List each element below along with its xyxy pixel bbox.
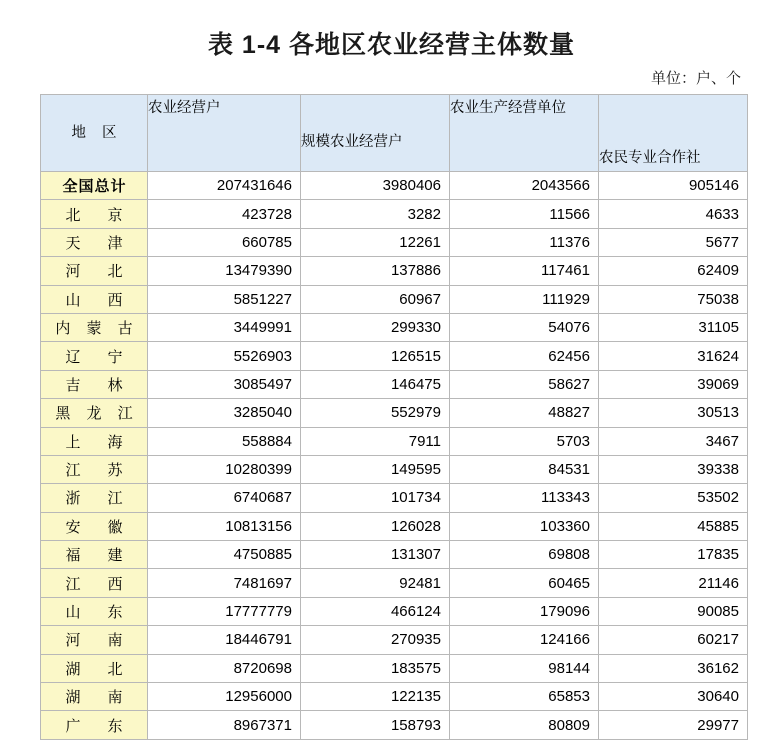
table-cell-region: 黑 龙 江 — [41, 399, 148, 427]
table-row — [41, 257, 748, 285]
page-title: 表 1-4 各地区农业经营主体数量 — [207, 31, 576, 59]
table-cell-value: 11376 — [450, 228, 599, 256]
table-cell-value: 3285040 — [148, 399, 301, 427]
table-row — [41, 512, 748, 540]
column-header-region: 地 区 — [41, 95, 148, 172]
table-row — [41, 285, 748, 313]
agriculture-entities-table — [40, 94, 748, 740]
table-row — [41, 683, 748, 711]
table-cell-region: 上 海 — [41, 427, 148, 455]
table-cell-value: 69808 — [450, 541, 599, 569]
table-cell-region: 河 北 — [41, 257, 148, 285]
table-cell-value: 36162 — [599, 654, 748, 682]
table-cell-region: 湖 南 — [41, 683, 148, 711]
table-cell-value: 90085 — [599, 597, 748, 625]
table-cell-value: 137886 — [301, 257, 450, 285]
column-header-farm-households: 农业经营户 — [148, 95, 301, 172]
table-cell-value: 62456 — [450, 342, 599, 370]
table-cell-value: 45885 — [599, 512, 748, 540]
table-cell-value: 48827 — [450, 399, 599, 427]
table-cell-value: 60217 — [599, 626, 748, 654]
table-cell-region: 辽 宁 — [41, 342, 148, 370]
table-cell-value: 131307 — [301, 541, 450, 569]
table-cell-region: 江 西 — [41, 569, 148, 597]
table-cell-value: 207431646 — [148, 172, 301, 200]
table-cell-value: 84531 — [450, 455, 599, 483]
table-cell-value: 126028 — [301, 512, 450, 540]
table-cell-value: 3980406 — [301, 172, 450, 200]
table-cell-region: 吉 林 — [41, 370, 148, 398]
table-cell-value: 6740687 — [148, 484, 301, 512]
table-cell-value: 3085497 — [148, 370, 301, 398]
table-cell-value: 31105 — [599, 313, 748, 341]
table-row — [41, 654, 748, 682]
table-row — [41, 541, 748, 569]
table-row — [41, 427, 748, 455]
table-cell-value: 101734 — [301, 484, 450, 512]
table-cell-region: 河 南 — [41, 626, 148, 654]
column-header-scale-farm-households: 规模农业经营户 — [301, 95, 450, 172]
table-cell-value: 183575 — [301, 654, 450, 682]
table-cell-region: 江 苏 — [41, 455, 148, 483]
table-cell-value: 5703 — [450, 427, 599, 455]
table-row — [41, 200, 748, 228]
table-cell-value: 7481697 — [148, 569, 301, 597]
table-row — [41, 569, 748, 597]
table-cell-value: 113343 — [450, 484, 599, 512]
table-cell-value: 53502 — [599, 484, 748, 512]
column-header-cooperatives: 农民专业合作社 — [599, 95, 748, 172]
table-cell-value: 660785 — [148, 228, 301, 256]
table-cell-value: 75038 — [599, 285, 748, 313]
table-cell-value: 179096 — [450, 597, 599, 625]
table-cell-value: 12956000 — [148, 683, 301, 711]
table-cell-value: 30640 — [599, 683, 748, 711]
table-cell-region: 安 徽 — [41, 512, 148, 540]
table-cell-value: 552979 — [301, 399, 450, 427]
table-cell-value: 299330 — [301, 313, 450, 341]
table-cell-value: 466124 — [301, 597, 450, 625]
unit-note: 单位：户、个 — [650, 70, 741, 87]
table-cell-value: 905146 — [599, 172, 748, 200]
table-cell-value: 3467 — [599, 427, 748, 455]
table-cell-value: 3449991 — [148, 313, 301, 341]
table-cell-value: 149595 — [301, 455, 450, 483]
table-cell-value: 18446791 — [148, 626, 301, 654]
table-cell-value: 92481 — [301, 569, 450, 597]
table-cell-region: 内 蒙 古 — [41, 313, 148, 341]
table-header — [41, 95, 748, 172]
table-cell-value: 5677 — [599, 228, 748, 256]
table-cell-value: 58627 — [450, 370, 599, 398]
table-row — [41, 172, 748, 200]
table-cell-value: 558884 — [148, 427, 301, 455]
table-cell-value: 8720698 — [148, 654, 301, 682]
table-header-row — [41, 95, 748, 172]
table-row — [41, 597, 748, 625]
table-cell-value: 17835 — [599, 541, 748, 569]
table-cell-value: 80809 — [450, 711, 599, 739]
table-cell-value: 146475 — [301, 370, 450, 398]
table-cell-value: 10280399 — [148, 455, 301, 483]
table-cell-value: 126515 — [301, 342, 450, 370]
table-cell-value: 39338 — [599, 455, 748, 483]
table-cell-value: 13479390 — [148, 257, 301, 285]
table-row — [41, 711, 748, 739]
table-cell-value: 5851227 — [148, 285, 301, 313]
table-row — [41, 626, 748, 654]
table-row — [41, 484, 748, 512]
table-cell-value: 65853 — [450, 683, 599, 711]
table-cell-region: 福 建 — [41, 541, 148, 569]
table-cell-value: 11566 — [450, 200, 599, 228]
table-cell-value: 31624 — [599, 342, 748, 370]
table-container — [0, 94, 783, 740]
column-header-production-units: 农业生产经营单位 — [450, 95, 599, 172]
table-cell-value: 124166 — [450, 626, 599, 654]
table-cell-value: 103360 — [450, 512, 599, 540]
table-row — [41, 342, 748, 370]
table-cell-value: 98144 — [450, 654, 599, 682]
table-cell-value: 122135 — [301, 683, 450, 711]
table-cell-value: 60465 — [450, 569, 599, 597]
table-cell-value: 21146 — [599, 569, 748, 597]
table-cell-value: 4633 — [599, 200, 748, 228]
table-cell-value: 54076 — [450, 313, 599, 341]
table-cell-region: 山 东 — [41, 597, 148, 625]
table-cell-value: 8967371 — [148, 711, 301, 739]
table-cell-value: 3282 — [301, 200, 450, 228]
table-cell-value: 5526903 — [148, 342, 301, 370]
table-cell-value: 270935 — [301, 626, 450, 654]
table-cell-region: 天 津 — [41, 228, 148, 256]
table-cell-region: 全国总计 — [41, 172, 148, 200]
table-cell-value: 39069 — [599, 370, 748, 398]
table-cell-value: 423728 — [148, 200, 301, 228]
table-cell-value: 111929 — [450, 285, 599, 313]
table-row — [41, 228, 748, 256]
table-cell-region: 广 东 — [41, 711, 148, 739]
table-row — [41, 313, 748, 341]
table-cell-region: 北 京 — [41, 200, 148, 228]
table-row — [41, 370, 748, 398]
table-cell-value: 17777779 — [148, 597, 301, 625]
table-cell-region: 湖 北 — [41, 654, 148, 682]
table-cell-value: 10813156 — [148, 512, 301, 540]
table-cell-value: 12261 — [301, 228, 450, 256]
table-cell-region: 山 西 — [41, 285, 148, 313]
table-row — [41, 399, 748, 427]
table-cell-value: 62409 — [599, 257, 748, 285]
table-cell-value: 117461 — [450, 257, 599, 285]
table-cell-value: 30513 — [599, 399, 748, 427]
table-cell-value: 2043566 — [450, 172, 599, 200]
table-cell-region: 浙 江 — [41, 484, 148, 512]
table-cell-value: 7911 — [301, 427, 450, 455]
table-cell-value: 158793 — [301, 711, 450, 739]
table-body — [41, 172, 748, 740]
table-cell-value: 29977 — [599, 711, 748, 739]
table-cell-value: 4750885 — [148, 541, 301, 569]
table-cell-value: 60967 — [301, 285, 450, 313]
table-row — [41, 455, 748, 483]
